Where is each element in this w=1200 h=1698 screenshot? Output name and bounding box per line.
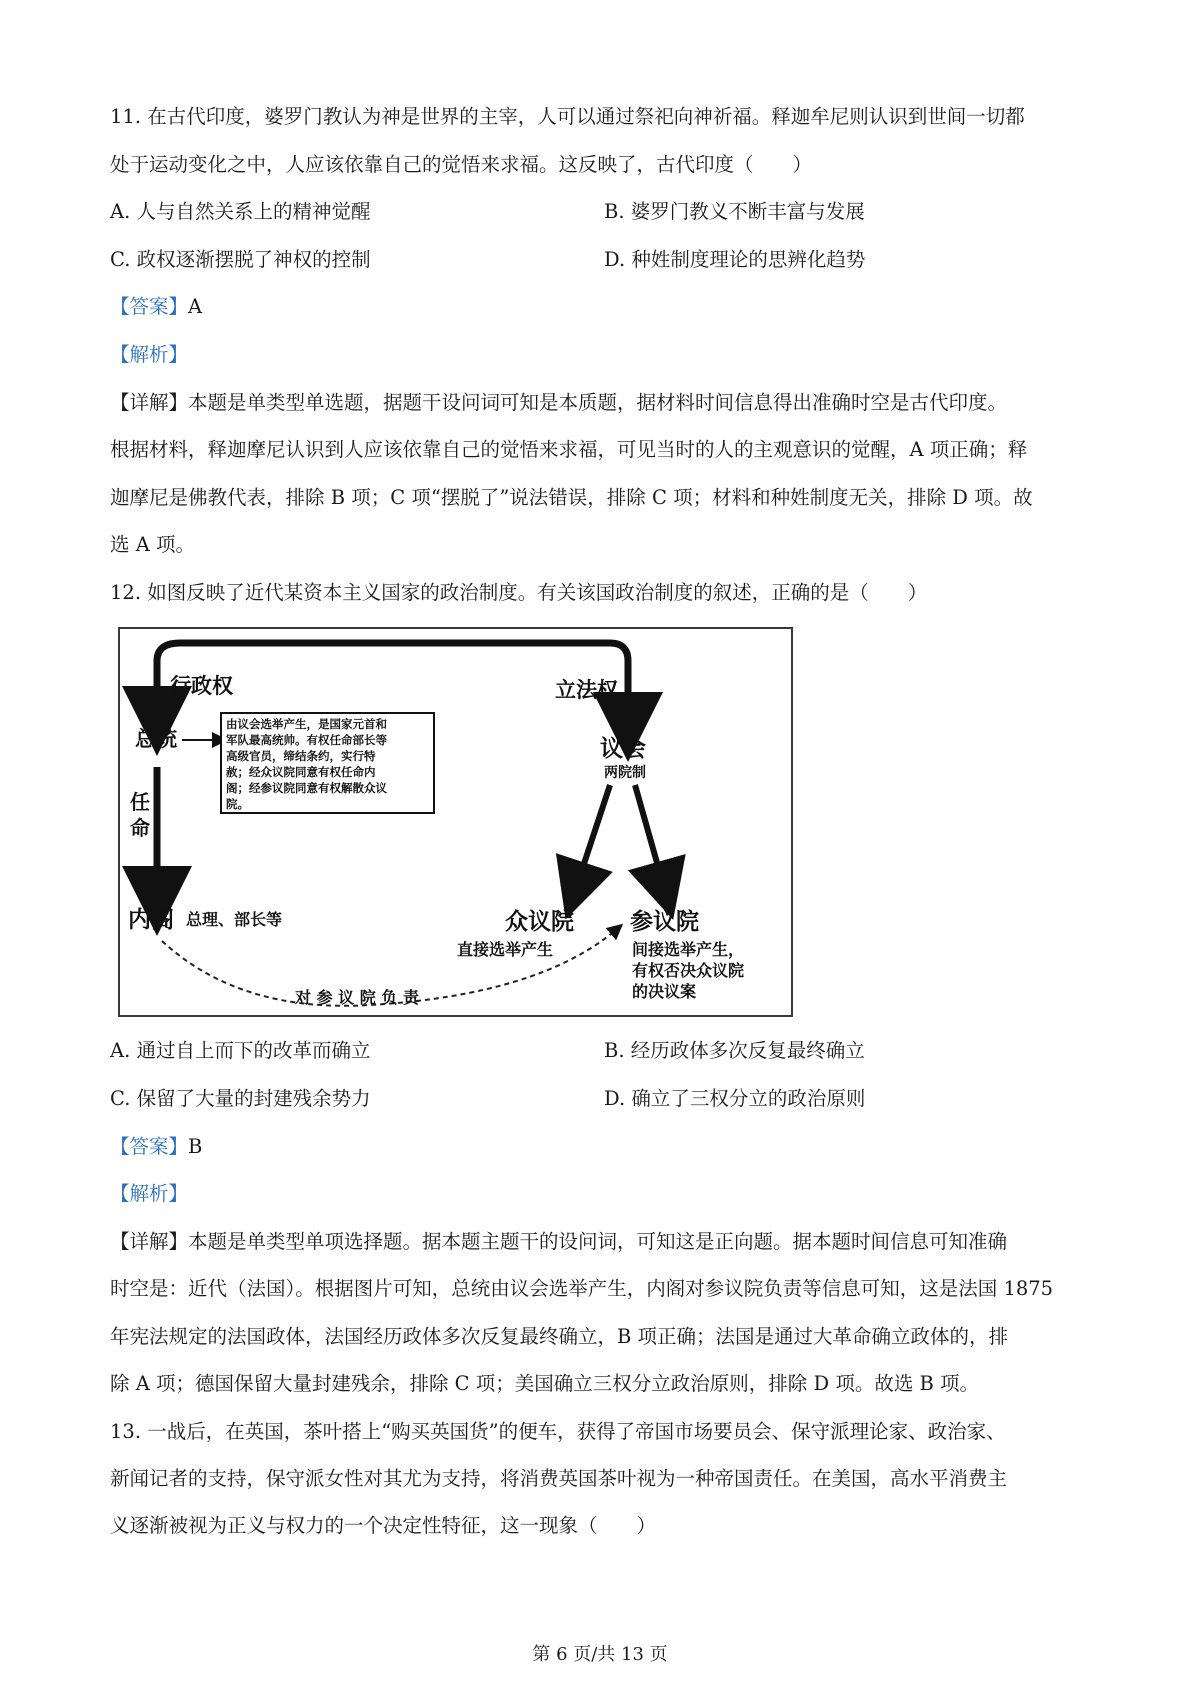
q12-analysis-tag: 【解析】 (110, 1182, 189, 1205)
parliament-label: 议会 (600, 736, 646, 762)
q12-detail-line-1 (110, 1229, 1100, 1255)
bicameral-label: 两院制 (604, 765, 646, 781)
senate-arrow (635, 785, 665, 891)
q12-answer-row (110, 1134, 1100, 1160)
lower-house-arrow (575, 785, 610, 891)
q12-option-b: B. 经历政体多次反复最终确立 (604, 1039, 865, 1062)
president-note-line-4: 赦；经众议院同意有权任命内 (226, 765, 376, 779)
q12-detail-text-1: 本题是单类型单项选择题。据本题主题干的设问词，可知这是正向题。据本题时间信息可知准确 (188, 1230, 1008, 1253)
senate-note-line-1: 间接选举产生， (632, 940, 745, 959)
q13-stem-line-1: 13. 一战后，在英国，茶叶搭上“购买英国货”的便车，获得了帝国市场要员会、保守派理论家、政治家、 (110, 1420, 1006, 1443)
q12-option-d: D. 确立了三权分立的政治原则 (604, 1087, 866, 1110)
legislative-power-label: 立法权 (555, 678, 618, 702)
president-note-line-1: 由议会选举产生，是国家元首和 (226, 717, 387, 731)
q11-detail-line-2: 根据材料，释迦摩尼认识到人应该依靠自己的觉悟来求福，可见当时的人的主观意识的觉醒，A 项正确；释 (110, 438, 1028, 461)
q11-option-a: A. 人与自然关系上的精神觉醒 (110, 200, 371, 223)
q11-detail-line-1 (110, 390, 1100, 416)
q12-option-a: A. 通过自上而下的改革而确立 (110, 1039, 371, 1062)
q11-stem-line-1: 11. 在古代印度，婆罗门教认为神是世界的主宰，人可以通过祭祀向神祈福。释迦牟尼则认识到世间一切都 (110, 105, 1025, 128)
diagram-canvas (120, 629, 795, 1019)
q11-detail-line-4: 选 A 项。 (110, 533, 195, 556)
president-note-line-3: 高级官员，缔结条约，实行特 (226, 749, 376, 763)
president-note-line-5: 阁；经参议院同意有权解散众议 (226, 781, 387, 795)
q12-detail-line-4: 除 A 项；德国保留大量封建残余，排除 C 项；美国确立三权分立政治原则，排除 D 项。故选 B 项。 (110, 1372, 980, 1395)
lower-house-label: 众议院 (505, 909, 574, 935)
q11-answer-tag: 【答案】 (110, 295, 189, 318)
president-note-line-6: 院。 (226, 797, 249, 811)
senate-note-line-3: 的决议案 (632, 982, 697, 1001)
q11-detail-text-1: 本题是单类型单选题，据题干设问词可知是本质题，据材料时间信息得出准确时空是古代印度。 (188, 391, 1008, 414)
q12-option-c: C. 保留了大量的封建残余势力 (110, 1087, 371, 1110)
q13-stem-line-3: 义逐渐被视为正义与权力的一个决定性特征，这一现象（ ） (110, 1514, 657, 1537)
political-system-diagram (118, 627, 793, 1017)
q11-detail-line-3: 迦摩尼是佛教代表，排除 B 项；C 项“摆脱了”说法错误，排除 C 项；材料和种姓制度无关，排除 D 项。故 (110, 486, 1033, 509)
appoint-label-1: 任 (130, 790, 150, 814)
q11-stem-line-2: 处于运动变化之中，人应该依靠自己的觉悟来求福。这反映了，古代印度（ ） (110, 153, 813, 176)
q13-stem-line-2: 新闻记者的支持，保守派女性对其尤为支持，将消费英国茶叶视为一种帝国责任。在美国，高水平消费主 (110, 1467, 1008, 1490)
q12-detail-line-3: 年宪法规定的法国政体，法国经历政体多次反复最终确立，B 项正确；法国是通过大革命确立政体的，排 (110, 1325, 1009, 1348)
executive-power-label: 行政权 (170, 674, 233, 698)
q11-option-d: D. 种姓制度理论的思辨化趋势 (604, 248, 866, 271)
q11-option-b: B. 婆罗门教义不断丰富与发展 (604, 200, 865, 223)
q11-option-c: C. 政权逐渐摆脱了神权的控制 (110, 248, 371, 271)
q12-answer-value: B (188, 1135, 203, 1158)
q11-answer-value: A (188, 295, 203, 318)
cabinet-label: 内阁 (128, 907, 174, 933)
q11-answer-row (110, 294, 1100, 320)
q12-stem: 12. 如图反映了近代某资本主义国家的政治制度。有关该国政治制度的叙述，正确的是（ ） (110, 581, 928, 604)
q11-detail-tag: 【详解】 (110, 391, 189, 414)
q12-detail-tag: 【详解】 (110, 1230, 189, 1253)
responsible-label: 对 参 议 院 负 责 (295, 988, 419, 1007)
cabinet-note: 总理、部长等 (186, 910, 283, 929)
president-label: 总统 (135, 727, 177, 751)
senate-note-line-2: 有权否决众议院 (632, 961, 745, 980)
q11-analysis-tag: 【解析】 (110, 343, 189, 366)
q12-answer-tag: 【答案】 (110, 1135, 189, 1158)
senate-label: 参议院 (630, 909, 699, 935)
page-footer: 第 6 页/共 13 页 (532, 1644, 668, 1665)
q12-detail-line-2: 时空是：近代（法国）。根据图片可知，总统由议会选举产生，内阁对参议院负责等信息可知，这是法国 1875 (110, 1277, 1054, 1300)
appoint-label-2: 命 (130, 816, 150, 840)
lower-house-note: 直接选举产生 (457, 940, 554, 959)
president-note-line-2: 军队最高统帅。有权任命部长等 (226, 733, 387, 747)
